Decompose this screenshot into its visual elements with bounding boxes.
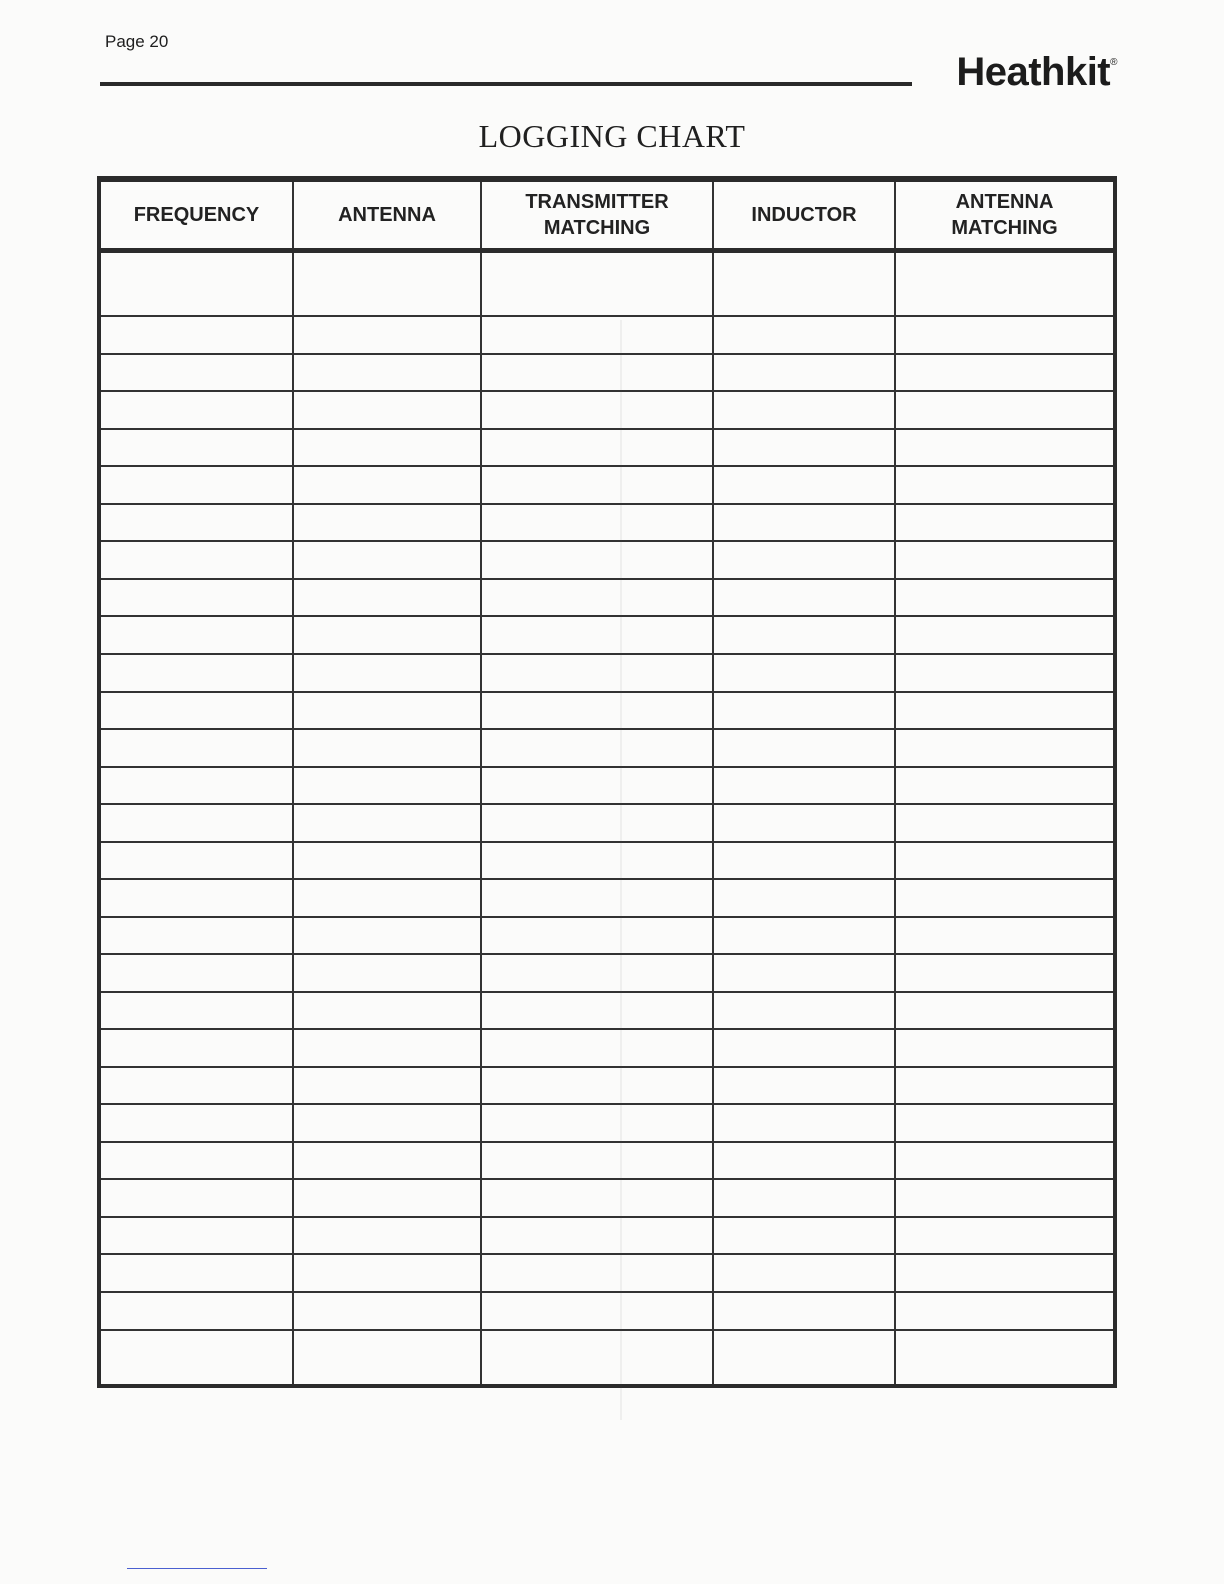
log-cell bbox=[481, 579, 713, 617]
table-row bbox=[99, 1254, 1115, 1292]
table-row bbox=[99, 692, 1115, 730]
log-cell bbox=[99, 354, 293, 392]
table-row bbox=[99, 879, 1115, 917]
log-cell bbox=[99, 316, 293, 354]
log-cell bbox=[99, 1029, 293, 1067]
log-cell bbox=[481, 1029, 713, 1067]
log-rows bbox=[99, 251, 1115, 1387]
log-cell bbox=[481, 842, 713, 880]
log-cell bbox=[99, 391, 293, 429]
log-cell bbox=[99, 466, 293, 504]
table-row bbox=[99, 1179, 1115, 1217]
log-cell bbox=[99, 504, 293, 542]
log-cell bbox=[99, 1142, 293, 1180]
header-rule bbox=[100, 82, 912, 86]
log-cell bbox=[895, 954, 1115, 992]
table-row bbox=[99, 429, 1115, 467]
log-cell bbox=[895, 466, 1115, 504]
log-cell bbox=[293, 429, 481, 467]
log-cell bbox=[481, 466, 713, 504]
log-cell bbox=[895, 767, 1115, 805]
log-cell bbox=[895, 692, 1115, 730]
col-antenna-matching-label-2: MATCHING bbox=[951, 217, 1058, 239]
log-cell bbox=[895, 616, 1115, 654]
col-antenna-matching bbox=[895, 179, 1115, 251]
table-row bbox=[99, 504, 1115, 542]
log-cell bbox=[713, 466, 895, 504]
log-cell bbox=[99, 1104, 293, 1142]
log-cell bbox=[895, 251, 1115, 317]
log-cell bbox=[895, 1179, 1115, 1217]
col-antenna bbox=[293, 179, 481, 251]
log-cell bbox=[481, 692, 713, 730]
log-cell bbox=[895, 1029, 1115, 1067]
table-row bbox=[99, 316, 1115, 354]
log-cell bbox=[293, 354, 481, 392]
log-cell bbox=[481, 1330, 713, 1386]
log-cell bbox=[293, 954, 481, 992]
log-cell bbox=[293, 767, 481, 805]
log-cell bbox=[293, 1217, 481, 1255]
scan-mark bbox=[127, 1568, 267, 1569]
log-cell bbox=[481, 1179, 713, 1217]
log-cell bbox=[481, 354, 713, 392]
table-row bbox=[99, 654, 1115, 692]
log-cell bbox=[713, 391, 895, 429]
log-cell bbox=[293, 729, 481, 767]
log-cell bbox=[895, 992, 1115, 1030]
log-cell bbox=[481, 316, 713, 354]
log-cell bbox=[99, 1292, 293, 1330]
log-cell bbox=[293, 992, 481, 1030]
log-cell bbox=[895, 504, 1115, 542]
log-cell bbox=[293, 804, 481, 842]
table-row bbox=[99, 466, 1115, 504]
log-cell bbox=[99, 1179, 293, 1217]
log-cell bbox=[713, 616, 895, 654]
header-row bbox=[99, 179, 1115, 251]
log-cell bbox=[99, 692, 293, 730]
log-cell bbox=[713, 1179, 895, 1217]
log-cell bbox=[99, 804, 293, 842]
log-cell bbox=[713, 729, 895, 767]
log-cell bbox=[895, 316, 1115, 354]
log-cell bbox=[895, 354, 1115, 392]
chart-title: LOGGING CHART bbox=[478, 118, 746, 154]
col-transmitter-matching bbox=[481, 179, 713, 251]
log-cell bbox=[293, 879, 481, 917]
log-cell bbox=[895, 1067, 1115, 1105]
log-cell bbox=[713, 1254, 895, 1292]
log-cell bbox=[713, 1330, 895, 1386]
log-cell bbox=[481, 654, 713, 692]
table-row bbox=[99, 1104, 1115, 1142]
log-cell bbox=[293, 1029, 481, 1067]
log-cell bbox=[895, 1254, 1115, 1292]
log-cell bbox=[99, 429, 293, 467]
table-row bbox=[99, 1217, 1115, 1255]
log-cell bbox=[895, 541, 1115, 579]
log-cell bbox=[481, 391, 713, 429]
log-cell bbox=[99, 1254, 293, 1292]
log-cell bbox=[99, 954, 293, 992]
log-cell bbox=[713, 504, 895, 542]
log-cell bbox=[713, 579, 895, 617]
log-cell bbox=[293, 541, 481, 579]
log-cell bbox=[293, 579, 481, 617]
log-cell bbox=[895, 729, 1115, 767]
log-cell bbox=[713, 879, 895, 917]
heathkit-logo bbox=[956, 50, 1117, 95]
log-cell bbox=[99, 579, 293, 617]
log-cell bbox=[293, 917, 481, 955]
log-cell bbox=[99, 879, 293, 917]
log-cell bbox=[713, 842, 895, 880]
log-cell bbox=[293, 616, 481, 654]
log-cell bbox=[713, 692, 895, 730]
registered-mark: ® bbox=[1110, 56, 1117, 68]
log-cell bbox=[481, 879, 713, 917]
table-row bbox=[99, 917, 1115, 955]
log-cell bbox=[99, 842, 293, 880]
log-cell bbox=[481, 804, 713, 842]
log-cell bbox=[293, 504, 481, 542]
table-row bbox=[99, 767, 1115, 805]
col-inductor-label: INDUCTOR bbox=[751, 204, 857, 226]
log-cell bbox=[713, 954, 895, 992]
log-cell bbox=[481, 1254, 713, 1292]
log-cell bbox=[99, 251, 293, 317]
log-cell bbox=[293, 842, 481, 880]
log-cell bbox=[481, 616, 713, 654]
log-cell bbox=[99, 616, 293, 654]
log-cell bbox=[481, 1142, 713, 1180]
log-cell bbox=[293, 1179, 481, 1217]
log-cell bbox=[713, 992, 895, 1030]
log-cell bbox=[713, 804, 895, 842]
table-row bbox=[99, 1330, 1115, 1386]
log-cell bbox=[895, 391, 1115, 429]
log-cell bbox=[713, 1067, 895, 1105]
log-cell bbox=[99, 654, 293, 692]
log-cell bbox=[99, 1217, 293, 1255]
table-row bbox=[99, 391, 1115, 429]
brand-name: Heathkit bbox=[956, 50, 1111, 94]
col-antenna-matching-label: ANTENNA bbox=[955, 191, 1054, 213]
log-cell bbox=[481, 1217, 713, 1255]
log-cell bbox=[293, 1067, 481, 1105]
log-cell bbox=[895, 579, 1115, 617]
table-row bbox=[99, 992, 1115, 1030]
col-frequency-label: FREQUENCY bbox=[133, 204, 260, 226]
log-cell bbox=[293, 391, 481, 429]
log-cell bbox=[713, 1142, 895, 1180]
log-cell bbox=[99, 1330, 293, 1386]
log-cell bbox=[895, 1292, 1115, 1330]
log-cell bbox=[293, 251, 481, 317]
table-row bbox=[99, 251, 1115, 317]
log-cell bbox=[713, 917, 895, 955]
log-cell bbox=[481, 1067, 713, 1105]
table-row bbox=[99, 616, 1115, 654]
table-row bbox=[99, 804, 1115, 842]
log-cell bbox=[293, 316, 481, 354]
log-cell bbox=[895, 429, 1115, 467]
table-row bbox=[99, 579, 1115, 617]
log-cell bbox=[713, 429, 895, 467]
log-cell bbox=[713, 767, 895, 805]
log-cell bbox=[293, 1254, 481, 1292]
table-row bbox=[99, 354, 1115, 392]
log-cell bbox=[481, 729, 713, 767]
log-cell bbox=[481, 1104, 713, 1142]
log-cell bbox=[293, 466, 481, 504]
table-row bbox=[99, 842, 1115, 880]
table-row bbox=[99, 1142, 1115, 1180]
log-cell bbox=[293, 692, 481, 730]
log-cell bbox=[293, 1330, 481, 1386]
logging-table bbox=[97, 176, 1117, 1388]
log-cell bbox=[713, 1104, 895, 1142]
log-cell bbox=[895, 917, 1115, 955]
log-cell bbox=[895, 879, 1115, 917]
col-transmitter-label-2: MATCHING bbox=[543, 217, 651, 239]
log-cell bbox=[713, 1217, 895, 1255]
log-cell bbox=[481, 954, 713, 992]
log-cell bbox=[99, 729, 293, 767]
table-row bbox=[99, 1067, 1115, 1105]
log-cell bbox=[99, 992, 293, 1030]
log-cell bbox=[293, 1142, 481, 1180]
table-row bbox=[99, 729, 1115, 767]
col-inductor bbox=[713, 179, 895, 251]
log-cell bbox=[481, 541, 713, 579]
log-cell bbox=[481, 251, 713, 317]
log-cell bbox=[895, 1217, 1115, 1255]
log-cell bbox=[481, 917, 713, 955]
page-number: Page 20 bbox=[105, 32, 169, 51]
log-cell bbox=[713, 251, 895, 317]
log-cell bbox=[481, 504, 713, 542]
log-cell bbox=[481, 992, 713, 1030]
log-cell bbox=[895, 842, 1115, 880]
log-cell bbox=[713, 316, 895, 354]
col-frequency bbox=[99, 179, 293, 251]
log-cell bbox=[895, 654, 1115, 692]
log-cell bbox=[895, 1142, 1115, 1180]
log-cell bbox=[895, 1330, 1115, 1386]
table-row bbox=[99, 1292, 1115, 1330]
table-row bbox=[99, 1029, 1115, 1067]
log-cell bbox=[293, 1104, 481, 1142]
log-cell bbox=[293, 654, 481, 692]
table-row bbox=[99, 954, 1115, 992]
log-cell bbox=[895, 1104, 1115, 1142]
table-row bbox=[99, 541, 1115, 579]
log-cell bbox=[481, 1292, 713, 1330]
log-cell bbox=[713, 1292, 895, 1330]
log-cell bbox=[481, 429, 713, 467]
log-cell bbox=[713, 354, 895, 392]
log-cell bbox=[895, 804, 1115, 842]
col-antenna-label: ANTENNA bbox=[338, 204, 436, 226]
col-transmitter-label: TRANSMITTER bbox=[525, 191, 669, 213]
log-cell bbox=[713, 1029, 895, 1067]
log-cell bbox=[481, 767, 713, 805]
log-cell bbox=[293, 1292, 481, 1330]
log-cell bbox=[713, 541, 895, 579]
log-cell bbox=[99, 541, 293, 579]
log-cell bbox=[99, 917, 293, 955]
log-cell bbox=[713, 654, 895, 692]
log-cell bbox=[99, 767, 293, 805]
log-cell bbox=[99, 1067, 293, 1105]
